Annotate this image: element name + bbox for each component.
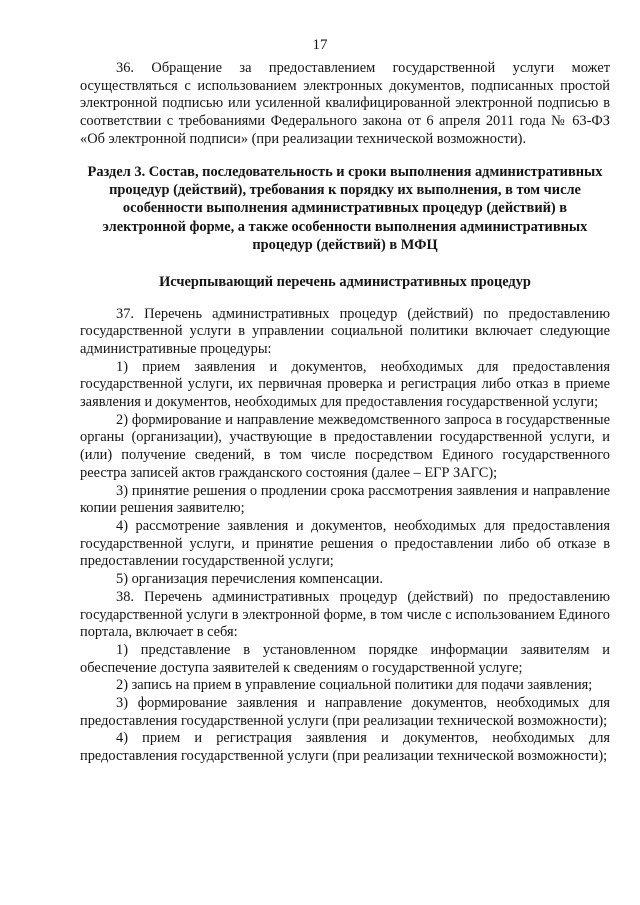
list-item-38-1: 1) представление в установленном порядке информации заявителям и обеспечение доступа заявителей к сведениям о государственной услуге;	[80, 641, 610, 676]
list-item-37-1: 1) прием заявления и документов, необходимых для предоставления государственной услуги, их первичная проверка и регистрация либо отказ в приеме заявления и документов, необходимых для предоставления государственной услуги;	[80, 358, 610, 411]
procedures-list-heading: Исчерпывающий перечень административных процедур	[159, 273, 531, 290]
list-item-38-3: 3) формирование заявления и направление документов, необходимых для предоставления государственной услуги (при реализации технической возможности);	[80, 695, 610, 729]
page-number: 17	[312, 37, 328, 53]
section-3-heading: Раздел 3. Состав, последовательность и сроки выполнения административных процедур (действий), требования к порядку их выполнения, в том числе особенности выполнения административных процедур (действий) в электронной форме, а также особенности выполнения административных процедур (действий) в МФЦ	[87, 163, 603, 254]
paragraph-36: 36. Обращение за предоставлением государственной услуги может осуществляться с использованием электронных документов, подписанных простой электронной подписью или усиленной квалифицированной электронной подписью в соответствии с требованиями Федерального закона от 6 апреля 2011 года № 63-ФЗ «Об электронной подписи» (при реализации технической возможности).	[80, 60, 610, 147]
list-item-38-4: 4) прием и регистрация заявления и документов, необходимых для предоставления государственной услуги (при реализации технической возможности);	[80, 730, 610, 765]
list-item-38-2: 2) запись на прием в управление социальной политики для подачи заявления;	[116, 677, 593, 694]
list-item-37-4: 4) рассмотрение заявления и документов, необходимых для предоставления государственной услуги, и принятие решения о предоставлении либо об отказе в предоставлении государственной услуги;	[80, 517, 610, 570]
paragraph-37: 37. Перечень административных процедур (действий) по предоставлению государственной услуги в управлении социальной политики включает следующие административные процедуры:	[80, 305, 610, 357]
document-body	[80, 60, 610, 766]
paragraph-38: 38. Перечень административных процедур (действий) по предоставлению государственной услуги в электронной форме, в том числе с использованием Единого портала, включает в себя:	[80, 588, 610, 641]
list-item-37-2: 2) формирование и направление межведомственного запроса в государственные органы (организации), участвующие в предоставлении государственной услуги, и (или) получение сведений, в том числе посредством Единого государственного реестра записей актов гражданского состояния (далее – ЕГР ЗАГС);	[80, 411, 610, 481]
list-item-37-5: 5) организация перечисления компенсации.	[116, 571, 383, 588]
list-item-37-3: 3) принятие решения о продлении срока рассмотрения заявления и направление копии решения заявителю;	[80, 482, 610, 517]
